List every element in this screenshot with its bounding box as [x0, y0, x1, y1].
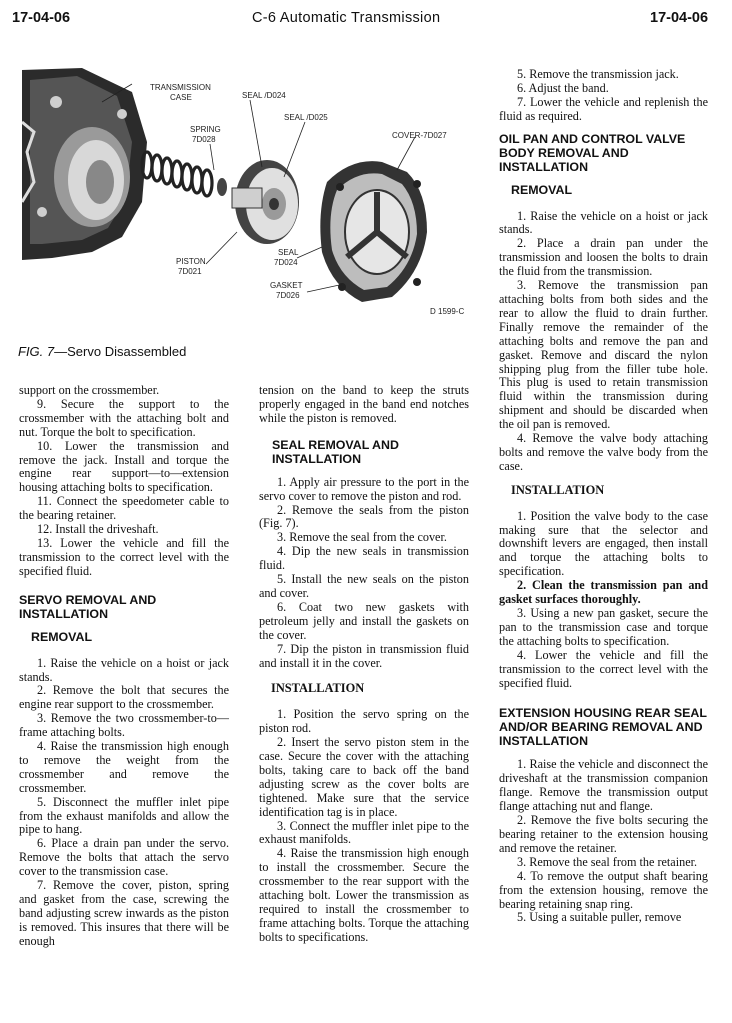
cover-drawing — [320, 161, 427, 302]
label-spring-1: SPRING — [190, 125, 221, 134]
step: 5. Remove the transmission jack. — [517, 67, 679, 81]
step: 1. Position the servo spring on the piston rod. — [259, 707, 469, 736]
step: 4. Lower the vehicle and fill the transmission to the correct level with the specified fluid. — [499, 647, 708, 690]
section-heading: SEAL REMOVAL AND INSTALLATION — [272, 437, 399, 466]
step: 3. Remove the transmission pan attaching bolts from both sides and the rear to allow the fluid to drain further. Finally remove the remainder of the attaching bolts and remove the pan and gasket. Remove and discard the nylon shipping plug from the filler tube hole. This plug is used to retain transmission fluid within the transmission during shipment and should be discarded when the oil pan is removed. — [499, 278, 708, 432]
step: 2. Remove the bolt that secures the engine rear support to the crossmember. — [19, 683, 229, 712]
figure-code: D 1599-C — [430, 307, 465, 316]
caption-fig-number: FIG. 7 — [18, 344, 55, 359]
label-cover: COVER-7D027 — [392, 131, 447, 140]
step: 2. Remove the five bolts securing the bearing retainer to the extension housing and remove the retainer. — [499, 813, 708, 855]
transmission-case-drawing — [22, 68, 147, 260]
step: 3. Connect the muffler inlet pipe to the exhaust manifolds. — [259, 818, 469, 847]
label-seal-d024: SEAL /D024 — [242, 91, 286, 100]
section-heading: SERVO REMOVAL AND INSTALLATION — [19, 592, 157, 621]
figure-caption — [18, 344, 186, 359]
step: 12. Install the driveshaft. — [37, 522, 159, 537]
paragraph: tension on the band to keep the struts properly engaged in the band end notches while the piston is removed. — [259, 383, 469, 425]
step: 7. Lower the vehicle and replenish the fluid as required. — [499, 94, 708, 123]
column-2 — [259, 384, 469, 945]
label-piston-2: 7D021 — [178, 267, 202, 276]
spring-drawing — [142, 152, 212, 196]
step: 5. Install the new seals on the piston and cover. — [259, 572, 469, 600]
step: 3. Remove the seal from the cover. — [277, 530, 447, 545]
step: 1. Position the valve body to the case making sure that the selector and downshift levers are engaged, then install and torque the attaching bolts to specification. — [499, 508, 708, 579]
paragraph: support on the crossmember. — [19, 383, 160, 397]
step: 4. To remove the output shaft bearing from the extension housing, remove the bearing retaining snap ring. — [499, 868, 708, 911]
step: 3. Remove the two crossmember-to—frame attaching bolts. — [19, 711, 229, 740]
step: 1. Raise the vehicle and disconnect the driveshaft at the transmission companion flange. Remove the transmission output flange attaching nut and flange. — [499, 757, 708, 814]
step: 3. Remove the seal from the retainer. — [517, 854, 698, 869]
step: 6. Place a drain pan under the servo. Remove the bolts that attach the servo cover to the transmission case. — [19, 836, 229, 879]
step: 7. Dip the piston in transmission fluid and install it in the cover. — [259, 641, 469, 670]
step: 4. Raise the transmission high enough to install the crossmember. Secure the crossmember to the rear support with the attaching bolt. Lower the transmission as required to install the crossmember to frame attaching bolts. Torque the attaching bolts to specifications. — [259, 846, 469, 944]
label-case-1: TRANSMISSION — [150, 83, 211, 92]
label-gasket-1: GASKET — [270, 281, 303, 290]
page-number-left: 17-04-06 — [12, 10, 71, 26]
label-case-2: CASE — [170, 93, 192, 102]
step: 10. Lower the transmission and remove the jack. Install and torque the engine rear support—to—extension housing attaching bolts to specification. — [19, 438, 229, 495]
step: 6. Coat two new gaskets with petroleum jelly and install the gaskets on the cover. — [259, 599, 469, 642]
step: 1. Raise the vehicle on a hoist or jack stands. — [19, 655, 229, 684]
step: 1. Raise the vehicle on a hoist or jack stands. — [499, 208, 708, 237]
label-seal-3a: SEAL — [278, 248, 299, 257]
label-piston-1: PISTON — [176, 257, 206, 266]
step: 5. Disconnect the muffler inlet pipe from the exhaust manifolds and allow the pipe to hang. — [19, 794, 229, 837]
step: 4. Remove the valve body attaching bolts and remove the valve body from the case. — [499, 431, 708, 473]
step: 11. Connect the speedometer cable to the bearing retainer. — [19, 494, 229, 523]
subsection-heading: REMOVAL — [31, 629, 93, 644]
step: 1. Apply air pressure to the port in the servo cover to remove the piston and rod. — [259, 474, 469, 503]
servo-figure — [22, 62, 482, 332]
seal-ring-drawing — [217, 178, 227, 196]
step: 2. Place a drain pan under the transmission and loosen the bolts to drain the fluid from the transmission. — [499, 236, 708, 279]
step: 6. Adjust the band. — [517, 80, 609, 95]
caption-text: —Servo Disassembled — [54, 344, 187, 359]
step: 3. Using a new pan gasket, secure the pan to the transmission case and torque the attaching bolts to specification. — [499, 606, 708, 648]
label-seal-3b: 7D024 — [274, 258, 298, 267]
page-title: C-6 Automatic Transmission — [252, 10, 441, 26]
servo-illustration — [22, 62, 482, 332]
label-seal-d025: SEAL /D025 — [284, 113, 328, 122]
piston-drawing — [232, 160, 299, 244]
page-number-right: 17-04-06 — [650, 10, 709, 26]
subsection-heading: INSTALLATION — [271, 681, 365, 696]
step: 9. Secure the support to the crossmember with the attaching bolt and nut. Torque the bolt to specification. — [19, 396, 229, 439]
section-heading: EXTENSION HOUSING REAR SEAL AND/OR BEARING REMOVAL AND INSTALLATION — [499, 706, 707, 749]
column-3 — [499, 68, 708, 925]
step: 2. Clean the transmission pan and gasket surfaces thoroughly. — [499, 578, 708, 607]
step: 2. Insert the servo piston stem in the case. Secure the cover with the attaching bolts, taking care to back off the band adjusting screw as the cover bolts are tightened. Make sure that the service identification tag is in place. — [259, 735, 469, 819]
step: 13. Lower the vehicle and fill the transmission to the correct level with the specified fluid. — [19, 535, 229, 578]
label-spring-2: 7D028 — [192, 135, 216, 144]
subsection-heading: REMOVAL — [511, 182, 573, 197]
step: 4. Dip the new seals in transmission fluid. — [259, 544, 469, 573]
step: 4. Raise the transmission high enough to remove the weight from the crossmember and remove the crossmember. — [19, 739, 229, 795]
step: 7. Remove the cover, piston, spring and gasket from the case, screwing the band adjusting screw inwards as the piston is removed. This insures that there will be enough — [19, 878, 229, 948]
subsection-heading: INSTALLATION — [511, 482, 605, 497]
label-gasket-2: 7D026 — [276, 291, 300, 300]
column-1 — [19, 384, 229, 949]
step: 5. Using a suitable puller, remove — [517, 910, 682, 925]
section-heading: OIL PAN AND CONTROL VALVE BODY REMOVAL AND INSTALLATION — [499, 131, 686, 174]
step: 2. Remove the seals from the piston (Fig. 7). — [259, 502, 469, 531]
